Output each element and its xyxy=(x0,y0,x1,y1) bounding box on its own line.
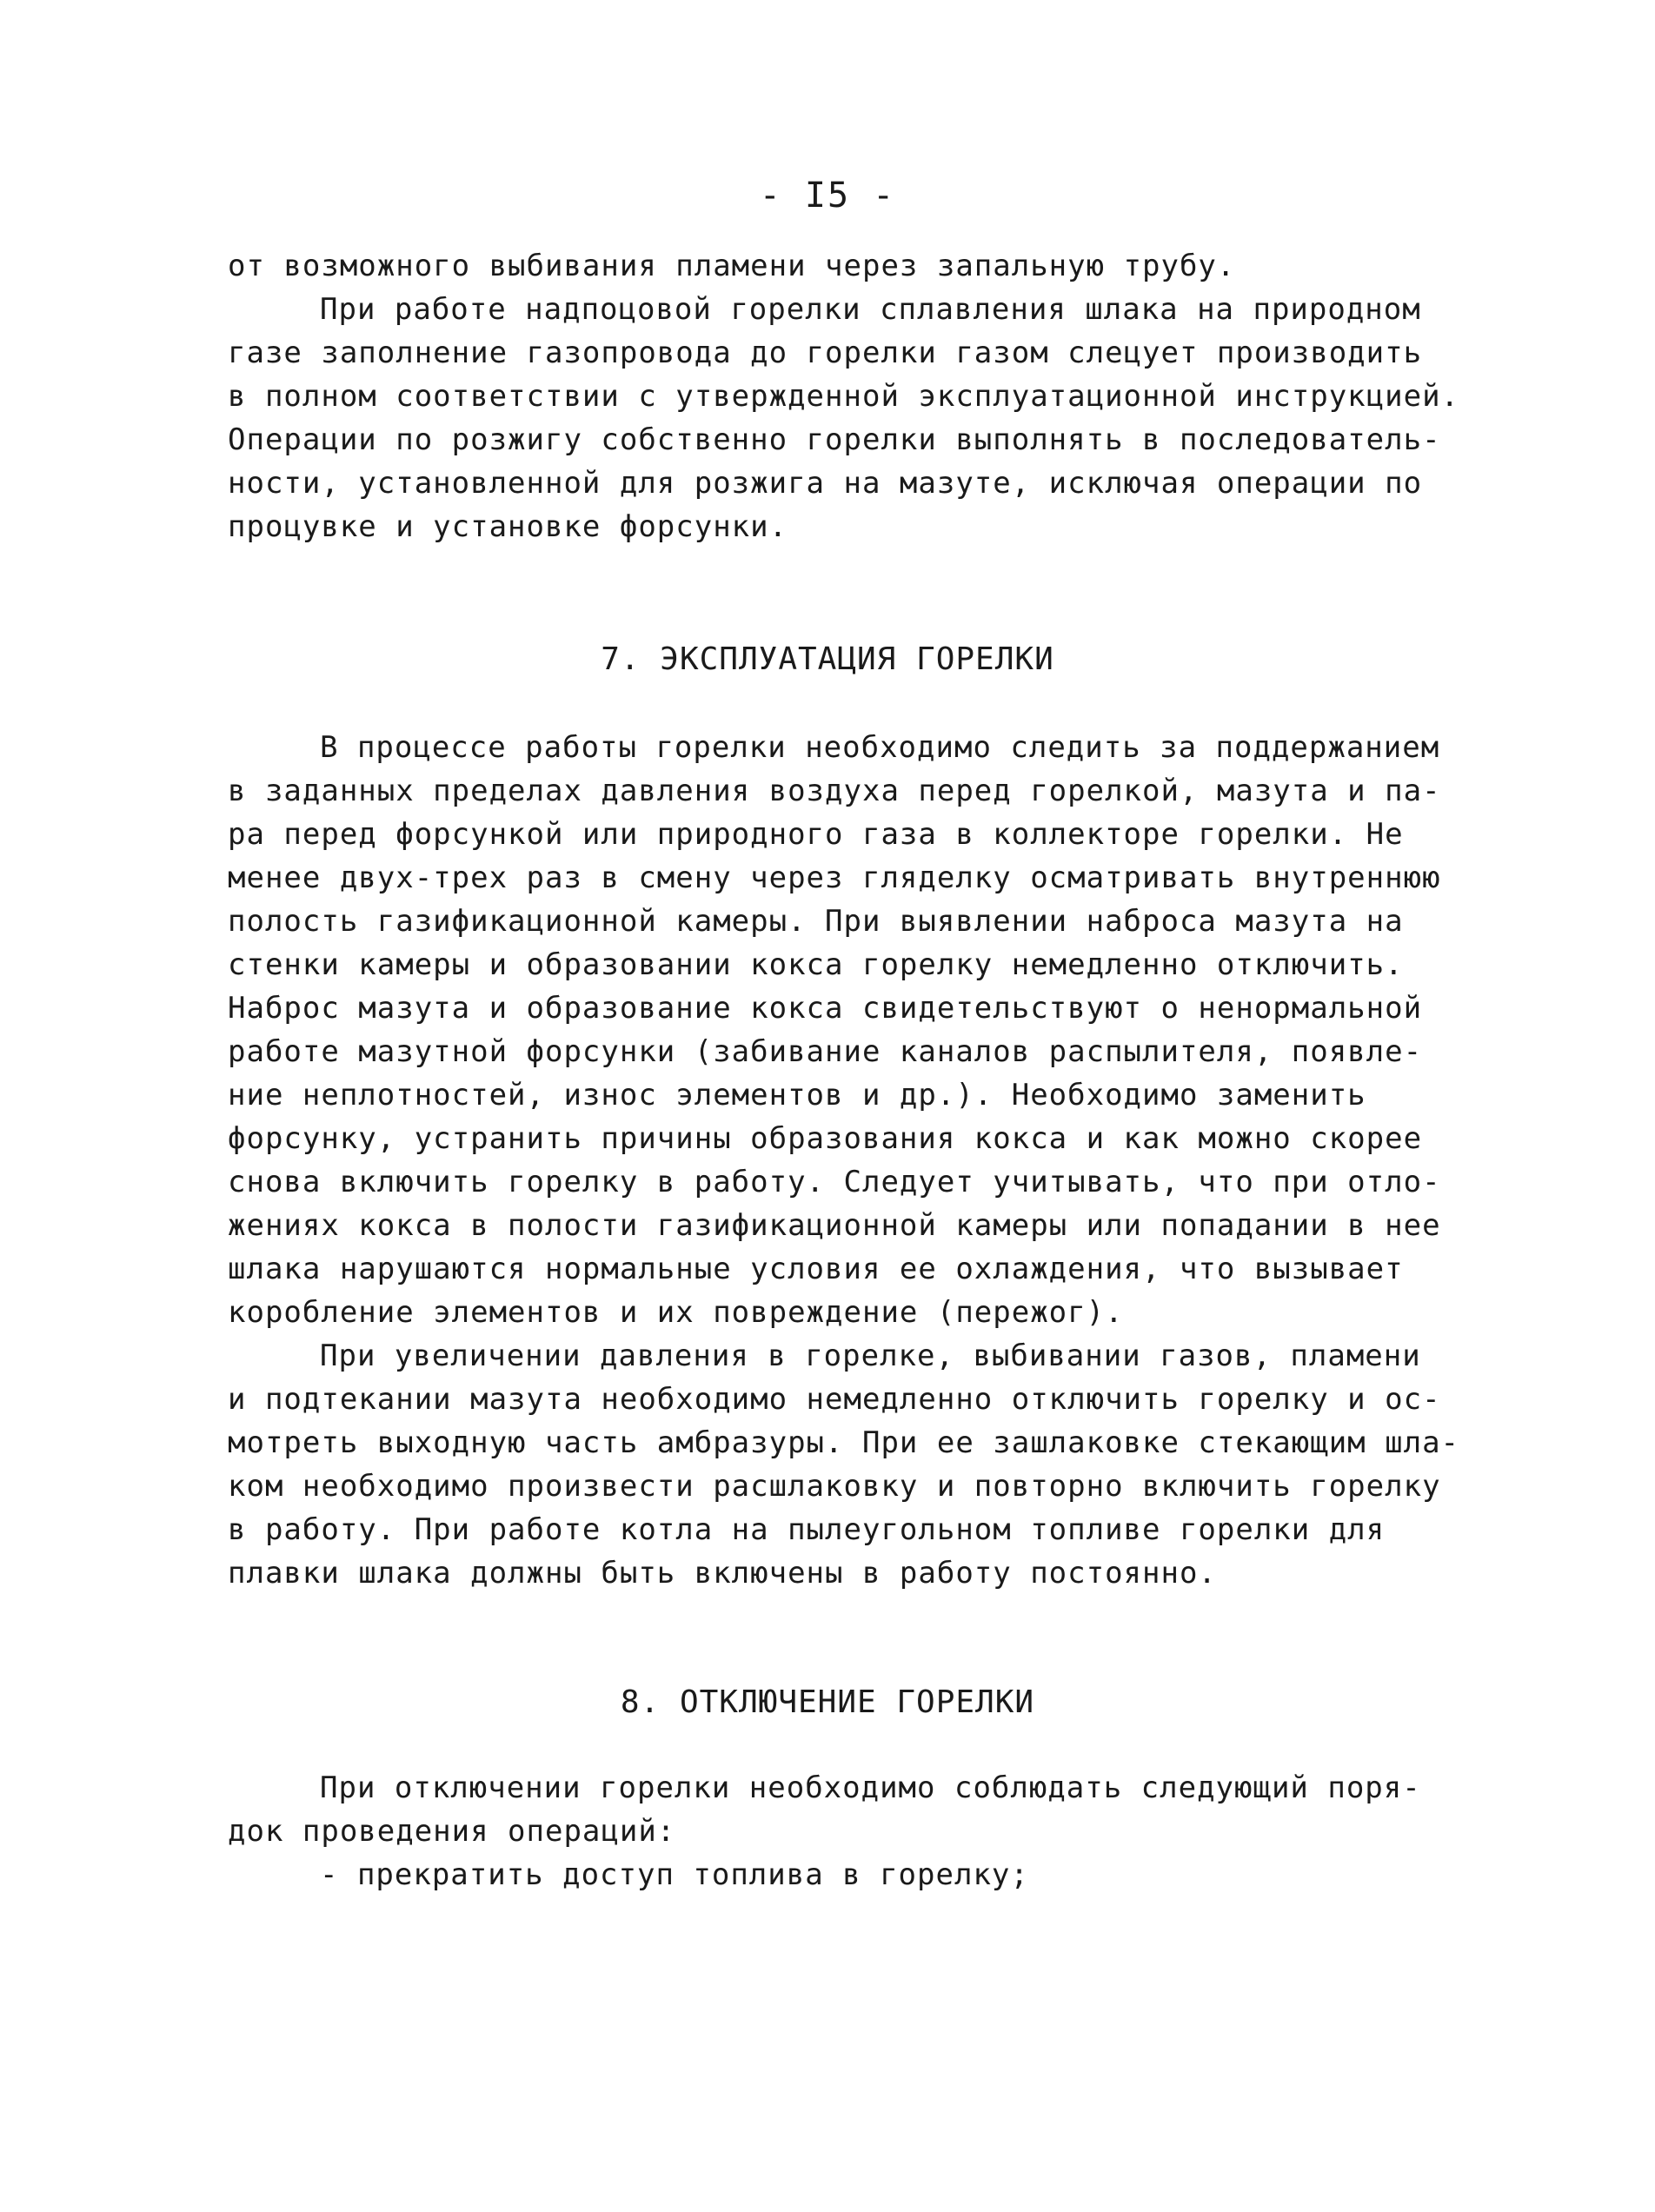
text-line: док проведения операций: xyxy=(228,1814,676,1849)
text-line: При увеличении давления в горелке, выбивании газов, пламени xyxy=(320,1338,1421,1373)
text-line: Операции по розжигу собственно горелки выполнять в последователь- xyxy=(228,422,1441,457)
text-line: снова включить горелку в работу. Следует учитывать, что при отло- xyxy=(228,1165,1441,1199)
text-line: - прекратить доступ топлива в горелку; xyxy=(320,1857,1029,1892)
text-line: полость газификационной камеры. При выявлении наброса мазута на xyxy=(228,904,1404,939)
text-line: в полном соответствии с утвержденной эксплуатационной инструкцией. xyxy=(228,379,1460,414)
text-line: шлака нарушаются нормальные условия ее охлаждения, что вызывает xyxy=(228,1252,1404,1286)
section-heading: 7. ЭКСПЛУАТАЦИЯ ГОРЕЛКИ xyxy=(601,641,1054,677)
text-line: Наброс мазута и образование кокса свидетельствуют о ненормальной xyxy=(228,991,1423,1026)
text-line: ности, установленной для розжига на мазуте, исключая операции по xyxy=(228,466,1423,501)
text-line: В процессе работы горелки необходимо следить за поддержанием xyxy=(320,730,1440,765)
text-line: коробление элементов и их повреждение (пережог). xyxy=(228,1295,1124,1330)
text-line: плавки шлака должны быть включены в работу постоянно. xyxy=(228,1556,1217,1591)
page-number: - I5 - xyxy=(759,176,896,216)
text-line: стенки камеры и образовании кокса горелку немедленно отключить. xyxy=(228,947,1404,982)
text-line: и подтекании мазута необходимо немедленно отключить горелку и ос- xyxy=(228,1382,1441,1417)
text-line: в работу. При работе котла на пылеугольном топливе горелки для xyxy=(228,1512,1386,1547)
text-line: в заданных пределах давления воздуха перед горелкой, мазута и па- xyxy=(228,774,1441,808)
section-heading: 8. ОТКЛЮЧЕНИЕ ГОРЕЛКИ xyxy=(620,1684,1035,1720)
text-line: процувке и установке форсунки. xyxy=(228,509,788,544)
text-line: ком необходимо произвести расшлаковку и повторно включить горелку xyxy=(228,1469,1441,1504)
text-line: мотреть выходную часть амбразуры. При ее зашлаковке стекающим шла- xyxy=(228,1425,1460,1460)
text-line: менее двух-трех раз в смену через гляделку осматривать внутреннюю xyxy=(228,860,1441,895)
text-line: При работе надпоцовой горелки сплавления шлака на природном xyxy=(320,292,1421,327)
text-line: жениях кокса в полости газификационной камеры или попадании в нее xyxy=(228,1208,1441,1243)
text-line: При отключении горелки необходимо соблюдать следующий поря- xyxy=(320,1770,1421,1805)
text-line: от возможного выбивания пламени через запальную трубу. xyxy=(228,249,1236,283)
text-line: ние неплотностей, износ элементов и др.). Необходимо заменить xyxy=(228,1078,1366,1113)
text-line: работе мазутной форсунки (забивание каналов распылителя, появле- xyxy=(228,1034,1423,1069)
text-line: форсунку, устранить причины образования кокса и как можно скорее xyxy=(228,1121,1423,1156)
text-line: газе заполнение газопровода до горелки газом слецует производить xyxy=(228,335,1423,370)
text-line: ра перед форсункой или природного газа в коллекторе горелки. Не xyxy=(228,817,1404,852)
